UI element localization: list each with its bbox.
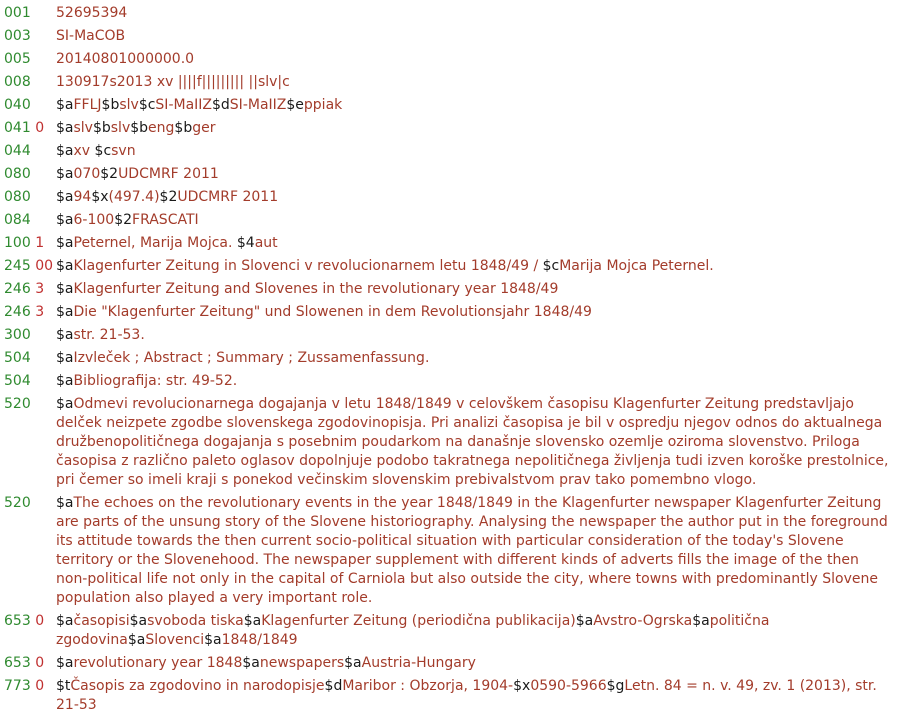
control-value: 130917s2013 xv ||||f||||||||| ||slv|c xyxy=(56,74,290,90)
subfield-code: $a xyxy=(129,613,148,629)
subfield-code: $c xyxy=(138,97,156,113)
field-100 xyxy=(0,234,900,253)
field-tag: 520 xyxy=(4,396,31,412)
field-content xyxy=(56,326,900,345)
subfield-value: Časopis za zgodovino in narodopisje xyxy=(70,678,325,694)
field-content xyxy=(56,4,900,23)
subfield-code: $a xyxy=(127,632,146,648)
field-044 xyxy=(0,142,900,161)
field-tag: 100 xyxy=(4,235,31,251)
subfield-code: $x xyxy=(91,189,109,205)
field-tag: 084 xyxy=(4,212,31,228)
field-content xyxy=(56,372,900,391)
field-tag: 008 xyxy=(4,74,31,90)
field-content xyxy=(56,211,900,230)
subfield-code: $a xyxy=(56,120,74,136)
subfield-value: 6-100 xyxy=(73,212,115,228)
field-084 xyxy=(0,211,900,230)
field-content xyxy=(56,349,900,368)
subfield-code: $a xyxy=(56,495,74,511)
subfield-value: Austria-Hungary xyxy=(361,655,476,671)
field-content xyxy=(56,73,900,92)
subfield-value: Maribor : Obzorja, 1904- xyxy=(342,678,514,694)
subfield-code: $d xyxy=(212,97,230,113)
field-content xyxy=(56,280,900,299)
subfield-value: UDCMRF 2011 xyxy=(177,189,279,205)
subfield-code: $a xyxy=(56,235,74,251)
field-080 xyxy=(0,165,900,184)
field-content xyxy=(56,50,900,69)
subfield-code: $a xyxy=(344,655,362,671)
field-040 xyxy=(0,96,900,115)
subfield-code: $b xyxy=(101,97,120,113)
subfield-value: newspapers xyxy=(259,655,345,671)
subfield-code: $x xyxy=(513,678,531,694)
subfield-code: $a xyxy=(56,655,74,671)
subfield-value: 070 xyxy=(73,166,101,182)
subfield-code: $g xyxy=(606,678,625,694)
field-content xyxy=(56,677,900,715)
subfield-value: Marija Mojca Peternel. xyxy=(559,258,714,274)
subfield-code: $a xyxy=(56,350,74,366)
subfield-code: $b xyxy=(174,120,193,136)
field-080 xyxy=(0,188,900,207)
subfield-code: $a xyxy=(242,655,260,671)
field-content xyxy=(56,142,900,161)
subfield-code: $a xyxy=(56,97,74,113)
field-content xyxy=(56,119,900,138)
subfield-value: aut xyxy=(254,235,278,251)
subfield-code: $a xyxy=(56,166,74,182)
subfield-value: Klagenfurter Zeitung in Slovenci v revolucionarnem letu 1848/49 / xyxy=(73,258,543,274)
field-tag: 246 xyxy=(4,281,31,297)
field-tag: 245 xyxy=(4,258,31,274)
field-tag: 080 xyxy=(4,166,31,182)
subfield-value: str. 21-53. xyxy=(73,327,145,343)
field-tag: 001 xyxy=(4,5,31,21)
field-tag: 520 xyxy=(4,495,31,511)
subfield-code: $a xyxy=(56,258,74,274)
field-tag: 246 xyxy=(4,304,31,320)
field-008 xyxy=(0,73,900,92)
field-246 xyxy=(0,303,900,322)
subfield-value: Izvleček ; Abstract ; Summary ; Zussamenfassung. xyxy=(73,350,430,366)
subfield-code: $a xyxy=(56,304,74,320)
subfield-code: $a xyxy=(204,632,222,648)
subfield-value: slv xyxy=(110,120,131,136)
subfield-value: časopisi xyxy=(73,613,130,629)
field-indicator: 1 xyxy=(35,235,45,251)
field-tag: 040 xyxy=(4,97,31,113)
field-504 xyxy=(0,372,900,391)
subfield-code: $2 xyxy=(114,212,133,228)
subfield-value: 0590-5966 xyxy=(530,678,607,694)
field-content xyxy=(56,395,900,490)
field-content xyxy=(56,96,900,115)
control-value: SI-MaCOB xyxy=(56,28,126,44)
subfield-code: $a xyxy=(56,327,74,343)
field-773 xyxy=(0,677,900,715)
field-245 xyxy=(0,257,900,276)
subfield-value: ppiak xyxy=(303,97,343,113)
subfield-value: FRASCATI xyxy=(132,212,199,228)
subfield-code: $a xyxy=(56,281,74,297)
subfield-value: svn xyxy=(111,143,136,159)
subfield-code: $a xyxy=(56,143,74,159)
field-indicator: 0 xyxy=(35,120,45,136)
field-content xyxy=(56,494,900,608)
field-tag: 080 xyxy=(4,189,31,205)
field-003 xyxy=(0,27,900,46)
field-tag: 504 xyxy=(4,350,31,366)
subfield-code: $2 xyxy=(159,189,178,205)
field-653 xyxy=(0,654,900,673)
field-indicator: 0 xyxy=(35,613,45,629)
field-tag: 653 xyxy=(4,655,31,671)
field-content xyxy=(56,165,900,184)
field-content xyxy=(56,303,900,322)
subfield-value: SI-MaIIZ xyxy=(155,97,212,113)
subfield-value: politična zgodovina xyxy=(56,613,770,648)
subfield-value: Odmevi revolucionarnega dogajanja v letu 1848/1849 v celovškem časopisu Klagenfurter Zeitung predstavljajo delček neizpete zgodbe slovenskega zgodovinopisja. Pri analizi časopisa je bil v ospredju njegov odnos do aktualnega družbenopolitičnega dogajanja s posebnim poudarkom na današnje slovensko ozemlje oziroma slovenstvo. Priloga časopisa z različno paleto oglasov dopolnjuje podobo takratnega nepolitičnega življenja tudi izven koroške prestolnice, pri čemer so imeli kraji s ponekod večinskim slovenskim prebivalstvom prav tako pomembno vlogo. xyxy=(56,396,889,488)
field-tag: 044 xyxy=(4,143,31,159)
field-tag: 773 xyxy=(4,678,31,694)
subfield-value: eng xyxy=(148,120,175,136)
subfield-value: svoboda tiska xyxy=(147,613,244,629)
subfield-code: $d xyxy=(324,678,343,694)
subfield-value: Avstro-Ogrska xyxy=(593,613,693,629)
subfield-value: ger xyxy=(192,120,216,136)
field-tag: 300 xyxy=(4,327,31,343)
field-001 xyxy=(0,4,900,23)
subfield-code: $b xyxy=(130,120,149,136)
subfield-code: $4 xyxy=(236,235,255,251)
field-indicator: 0 xyxy=(35,655,45,671)
subfield-code: $a xyxy=(243,613,262,629)
field-005 xyxy=(0,50,900,69)
subfield-value: 1848/1849 xyxy=(221,632,298,648)
subfield-code: $a xyxy=(56,396,74,412)
field-246 xyxy=(0,280,900,299)
subfield-value: SI-MaIIZ xyxy=(229,97,287,113)
field-content xyxy=(56,27,900,46)
control-value: 52695394 xyxy=(56,5,128,21)
field-tag: 653 xyxy=(4,613,31,629)
subfield-value: Bibliografija: str. 49-52. xyxy=(73,373,238,389)
control-value: 20140801000000.0 xyxy=(56,51,195,67)
field-041 xyxy=(0,119,900,138)
field-indicator: 00 xyxy=(35,258,54,274)
subfield-value: revolutionary year 1848 xyxy=(73,655,243,671)
field-tag: 005 xyxy=(4,51,31,67)
subfield-code: $a xyxy=(56,189,74,205)
subfield-code: $a xyxy=(692,613,710,629)
subfield-value: xv xyxy=(73,143,95,159)
subfield-value: slv xyxy=(119,97,139,113)
subfield-value: UDCMRF 2011 xyxy=(118,166,219,182)
subfield-value: FFLJ xyxy=(73,97,102,113)
subfield-value: Letn. 84 = n. v. 49, zv. 1 (2013), str. 21-53 xyxy=(56,678,877,713)
field-tag: 003 xyxy=(4,28,31,44)
subfield-code: $b xyxy=(92,120,111,136)
subfield-value: Klagenfurter Zeitung (periodična publikacija) xyxy=(261,613,576,629)
field-indicator: 3 xyxy=(35,304,45,320)
subfield-value: The echoes on the revolutionary events in the year 1848/1849 in the Klagenfurter newspaper Klagenfurter Zeitung are parts of the unsung story of the Slovene historiography. Analysing the newspaper the author put in the foreground its attitude towards the then current socio-political situation with particular consideration of the today's Slovene territory or the Slovenehood. The newspaper supplement with different kinds of adverts fills the image of the then non-political life not only in the capital of Carniola but also outside the city, where towns with predominantly Slovene population also played a very important role. xyxy=(56,495,888,606)
field-content xyxy=(56,234,900,253)
field-tag: 041 xyxy=(4,120,31,136)
subfield-code: $a xyxy=(56,212,74,228)
field-content xyxy=(56,654,900,673)
field-content xyxy=(56,257,900,276)
subfield-value: slv xyxy=(73,120,93,136)
subfield-code: $2 xyxy=(100,166,119,182)
subfield-value: Slovenci xyxy=(145,632,205,648)
subfield-value: Die "Klagenfurter Zeitung" und Slowenen in dem Revolutionsjahr 1848/49 xyxy=(73,304,592,320)
field-tag: 504 xyxy=(4,373,31,389)
field-indicator: 3 xyxy=(35,281,45,297)
field-520 xyxy=(0,395,900,490)
field-indicator: 0 xyxy=(35,678,45,694)
subfield-code: $c xyxy=(94,143,112,159)
subfield-code: $a xyxy=(56,613,74,629)
field-520 xyxy=(0,494,900,608)
subfield-code: $e xyxy=(286,97,304,113)
subfield-value: Peternel, Marija Mojca. xyxy=(73,235,237,251)
field-300 xyxy=(0,326,900,345)
subfield-value: 94 xyxy=(73,189,92,205)
subfield-code: $a xyxy=(56,373,74,389)
field-653 xyxy=(0,612,900,650)
subfield-value: Klagenfurter Zeitung and Slovenes in the revolutionary year 1848/49 xyxy=(73,281,559,297)
field-504 xyxy=(0,349,900,368)
subfield-code: $t xyxy=(56,678,71,694)
subfield-value: (497.4) xyxy=(108,189,160,205)
field-content xyxy=(56,612,900,650)
field-content xyxy=(56,188,900,207)
subfield-code: $c xyxy=(542,258,560,274)
subfield-code: $a xyxy=(575,613,594,629)
